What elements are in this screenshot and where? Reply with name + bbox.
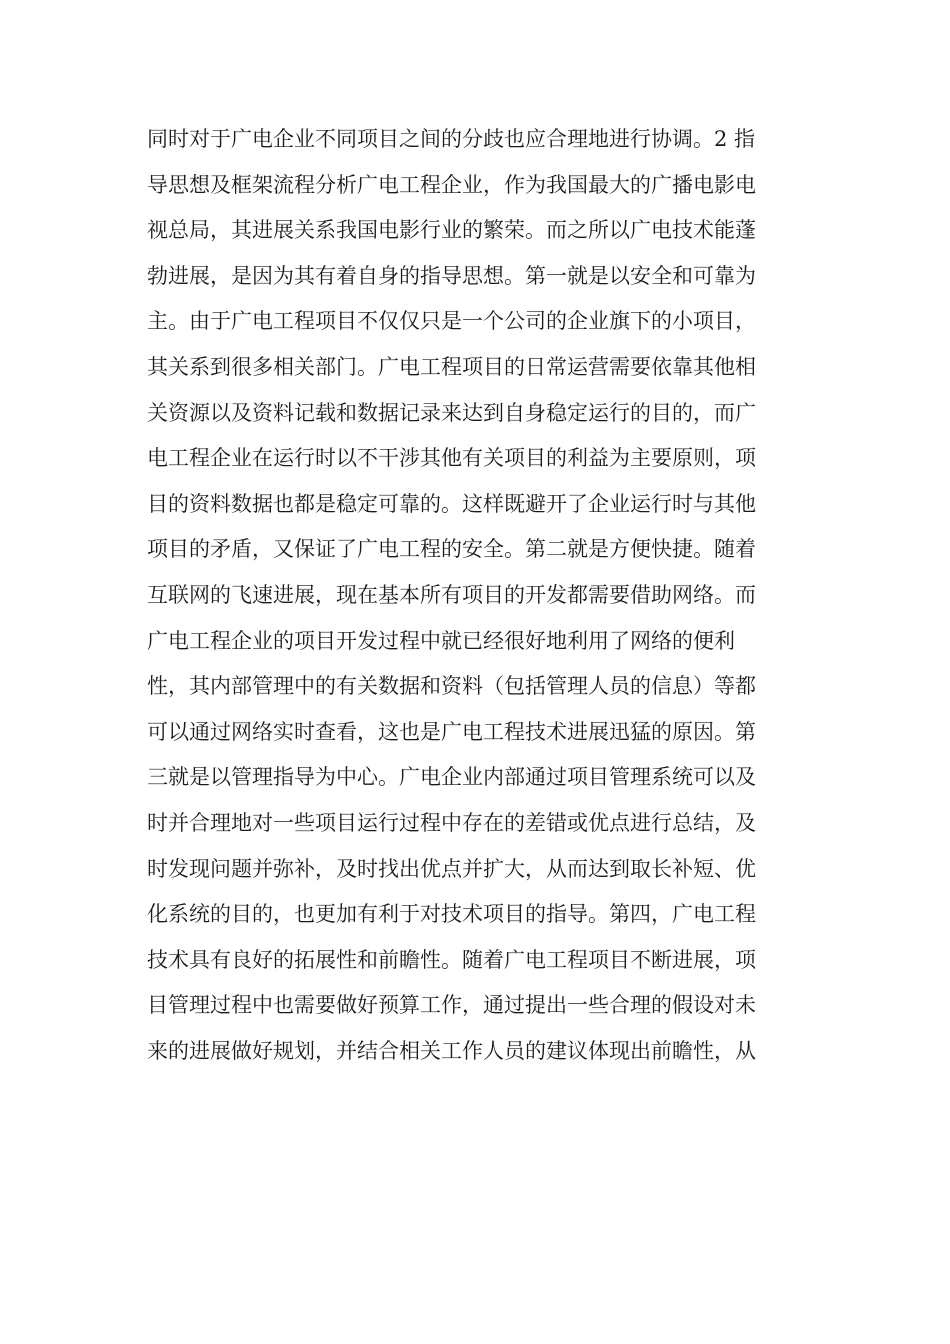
text-line: 视总局，其进展关系我国电影行业的繁荣。而之所以广电技术能蓬 (147, 218, 756, 243)
text-line: 项目的矛盾，又保证了广电工程的安全。第二就是方便快捷。随着 (147, 537, 756, 562)
text-line: 性，其内部管理中的有关数据和资料（包括管理人员的信息）等都 (147, 674, 756, 699)
text-line: 目管理过程中也需要做好预算工作，通过提出一些合理的假设对未 (147, 993, 756, 1018)
text-line: 技术具有良好的拓展性和前瞻性。随着广电工程项目不断进展，项 (147, 947, 756, 972)
text-line: 目的资料数据也都是稳定可靠的。这样既避开了企业运行时与其他 (147, 491, 756, 516)
text-line: 导思想及框架流程分析广电工程企业，作为我国最大的广播电影电 (147, 172, 756, 197)
text-line: 可以通过网络实时查看，这也是广电工程技术进展迅猛的原因。第 (147, 719, 756, 744)
body-paragraph (147, 117, 807, 1074)
text-line: 勃进展，是因为其有着自身的指导思想。第一就是以安全和可靠为 (147, 263, 756, 288)
text-line: 广电工程企业的项目开发过程中就已经很好地利用了网络的便利 (147, 628, 735, 653)
text-line: 其关系到很多相关部门。广电工程项目的日常运营需要依靠其他相 (147, 354, 756, 379)
text-line: 时发现问题并弥补，及时找出优点并扩大，从而达到取长补短、优 (147, 856, 756, 881)
text-line: 互联网的飞速进展，现在基本所有项目的开发都需要借助网络。而 (147, 582, 756, 607)
text-line: 三就是以管理指导为中心。广电企业内部通过项目管理系统可以及 (147, 765, 756, 790)
text-line: 主。由于广电工程项目不仅仅只是一个公司的企业旗下的小项目， (147, 309, 756, 334)
text-line: 关资源以及资料记载和数据记录来达到自身稳定运行的目的，而广 (147, 400, 756, 425)
text-line: 时并合理地对一些项目运行过程中存在的差错或优点进行总结，及 (147, 810, 756, 835)
text-line: 化系统的目的，也更加有利于对技术项目的指导。第四，广电工程 (147, 902, 756, 927)
text-line: 来的进展做好规划，并结合相关工作人员的建议体现出前瞻性，从 (147, 1038, 756, 1063)
text-line: 同时对于广电企业不同项目之间的分歧也应合理地进行协调。2 指 (147, 127, 756, 151)
text-line: 电工程企业在运行时以不干涉其他有关项目的利益为主要原则，项 (147, 446, 756, 471)
